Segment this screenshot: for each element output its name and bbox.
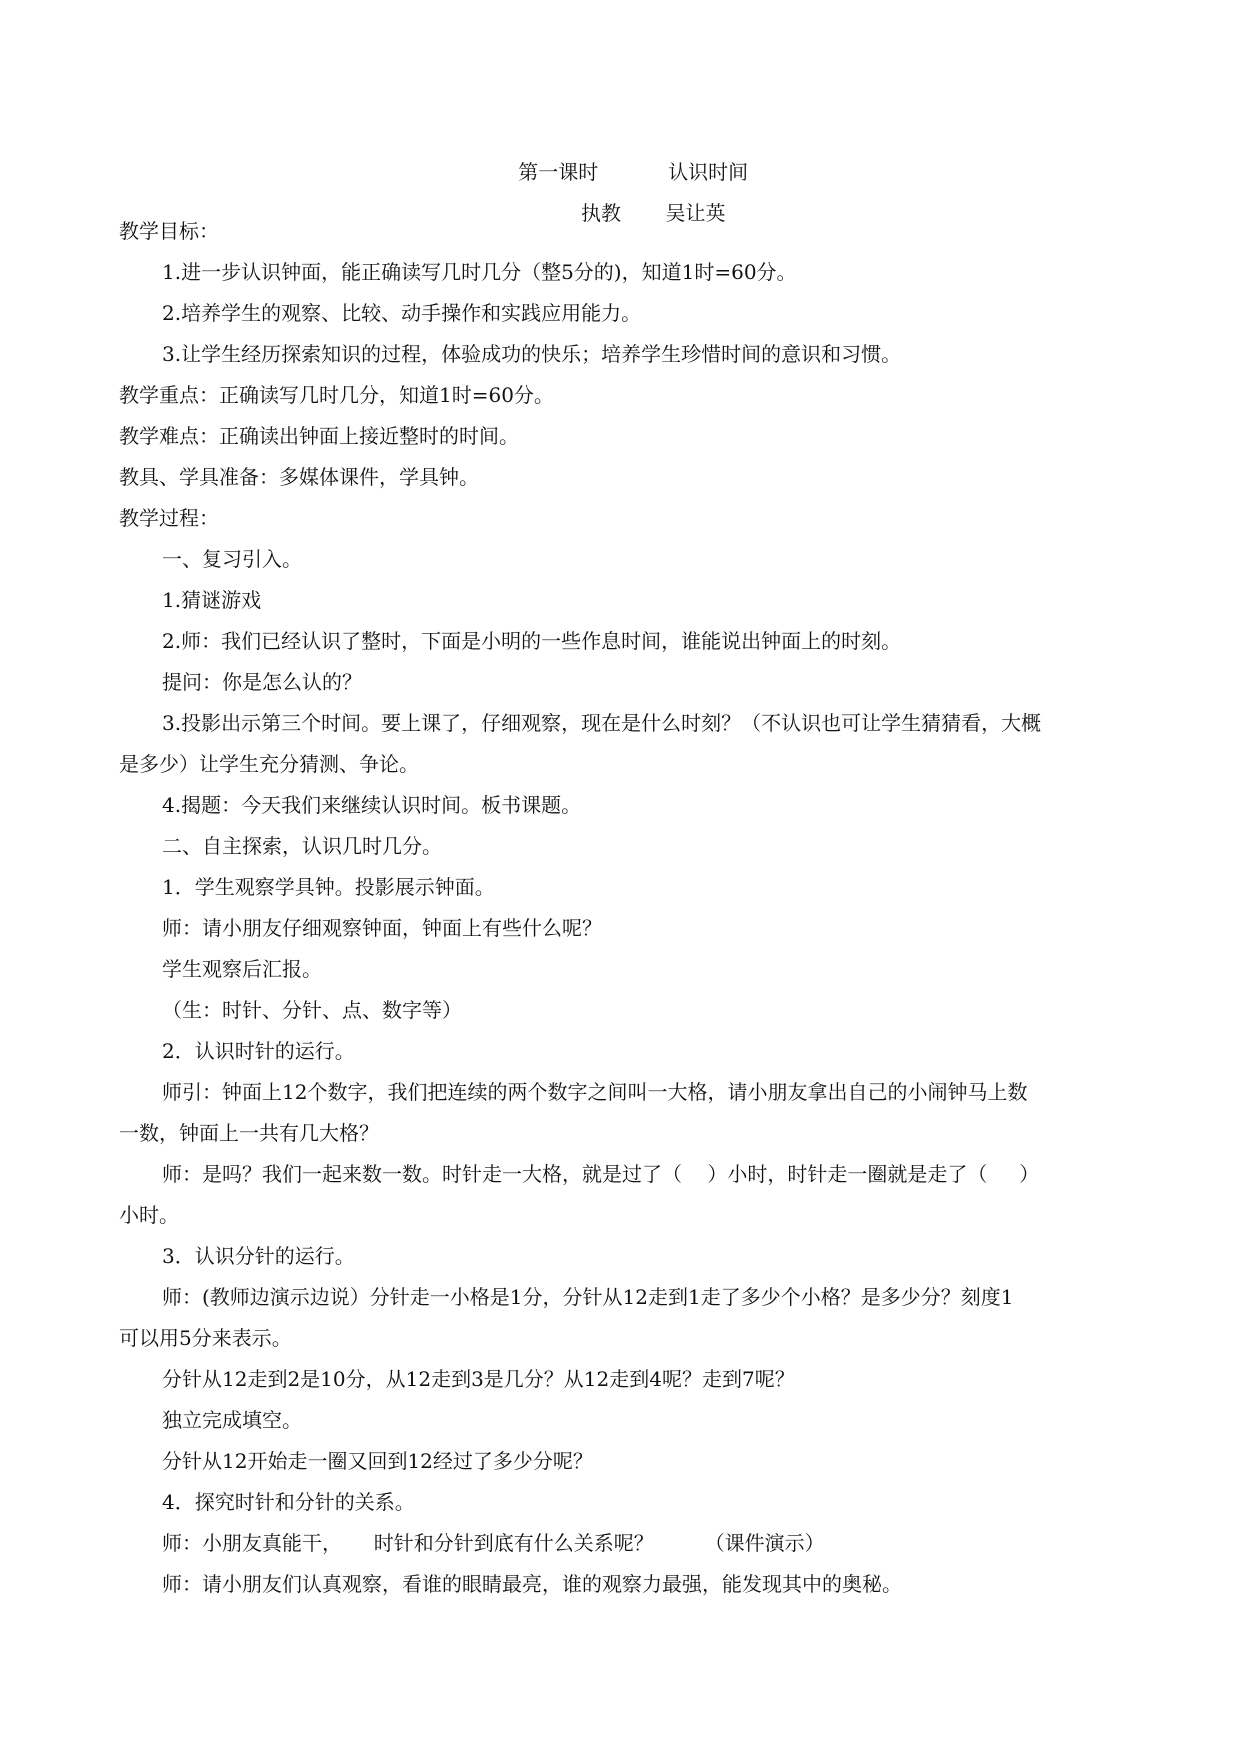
paragraph-line: 师引：钟面上12个数字，我们把连续的两个数字之间叫一大格，请小朋友拿出自己的小闹钟马上数 [162, 1080, 1028, 1104]
paragraph-line: 师：请小朋友们认真观察，看谁的眼睛最亮，谁的观察力最强，能发现其中的奥秘。 [162, 1572, 902, 1596]
lesson-topic: 认识时间 [668, 160, 749, 184]
paragraph-line: 学生观察后汇报。 [162, 957, 322, 981]
section-heading-key-points: 教学重点：正确读写几时几分，知道1时=60分。 [119, 383, 554, 407]
paragraph-line: 3．认识分针的运行。 [162, 1244, 355, 1268]
paragraph-line: （生：时针、分针、点、数字等） [162, 998, 462, 1022]
section-heading-process: 教学过程： [119, 506, 219, 530]
section-heading-objectives: 教学目标： [119, 219, 219, 243]
paragraph-line: 二、自主探索，认识几时几分。 [162, 834, 442, 858]
section-heading-difficulties: 教学难点：正确读出钟面上接近整时的时间。 [119, 424, 519, 448]
paragraph-line: 分针从12走到2是10分，从12走到3是几分？从12走到4呢？走到7呢？ [162, 1367, 795, 1391]
paragraph-line: 4.揭题：今天我们来继续认识时间。板书课题。 [162, 793, 582, 817]
paragraph-line: 1．学生观察学具钟。投影展示钟面。 [162, 875, 495, 899]
paragraph-line: 独立完成填空。 [162, 1408, 302, 1432]
paragraph-line: 3.投影出示第三个时间。要上课了，仔细观察，现在是什么时刻？（不认识也可让学生猜猜看，大概 [162, 711, 1042, 735]
paragraph-line: 1.进一步认识钟面，能正确读写几时几分（整5分的)，知道1时=60分。 [162, 260, 797, 284]
paragraph-line: 提问：你是怎么认的？ [162, 670, 362, 694]
paragraph-line: 一数，钟面上一共有几大格？ [119, 1121, 379, 1145]
paragraph-line: 1.猜谜游戏 [162, 588, 262, 612]
paragraph-line: 4．探究时针和分针的关系。 [162, 1490, 415, 1514]
paragraph-line: 一、复习引入。 [162, 547, 302, 571]
paragraph-line: 3.让学生经历探索知识的过程，体验成功的快乐；培养学生珍惜时间的意识和习惯。 [162, 342, 902, 366]
paragraph-line: 可以用5分来表示。 [119, 1326, 292, 1350]
paragraph-line: 2．认识时针的运行。 [162, 1039, 355, 1063]
paragraph-line: 2.培养学生的观察、比较、动手操作和实践应用能力。 [162, 301, 642, 325]
lesson-number: 第一课时 [518, 160, 599, 184]
section-heading-materials: 教具、学具准备：多媒体课件，学具钟。 [119, 465, 479, 489]
paragraph-line: 师：小朋友真能干， 时针和分针到底有什么关系呢？ （课件演示） [162, 1531, 825, 1555]
paragraph-line: 师：是吗？我们一起来数一数。时针走一大格，就是过了（ ）小时，时针走一圈就是走了（ ） [162, 1162, 1040, 1186]
paragraph-line: 师：(教师边演示边说）分针走一小格是1分，分针从12走到1走了多少个小格？是多少分？刻度1 [162, 1285, 1014, 1309]
teacher-label: 执教 [580, 201, 621, 225]
paragraph-line: 是多少）让学生充分猜测、争论。 [119, 752, 419, 776]
paragraph-line: 小时。 [119, 1203, 179, 1227]
paragraph-line: 师：请小朋友仔细观察钟面，钟面上有些什么呢？ [162, 916, 602, 940]
teacher-name: 吴让英 [665, 201, 726, 225]
paragraph-line: 分针从12开始走一圈又回到12经过了多少分呢？ [162, 1449, 593, 1473]
paragraph-line: 2.师：我们已经认识了整时，下面是小明的一些作息时间，谁能说出钟面上的时刻。 [162, 629, 902, 653]
